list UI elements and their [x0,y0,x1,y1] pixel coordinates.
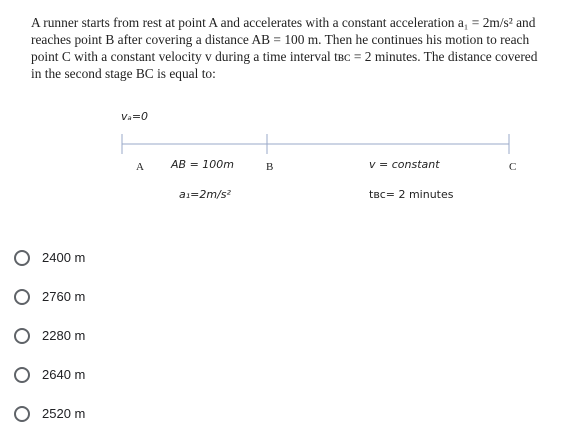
radio-button-icon[interactable] [14,367,30,383]
point-b-label: B [266,161,274,173]
choice-label: 2640 m [42,367,86,382]
velocity-label: v = constant [369,158,440,171]
motion-diagram [0,108,585,218]
question-line-2: reaches point B after covering a distance AB = 100 m. Then he continues his motion to reach [31,32,530,47]
choice-option[interactable] [12,394,312,433]
choice-option[interactable] [12,316,312,355]
choice-label: 2280 m [42,328,86,343]
question-line-3: point C with a constant velocity v during a time interval tʙᴄ = 2 minutes. The distance covered [31,49,538,64]
question-text [31,14,576,82]
motion-diagram-svg [0,108,585,218]
radio-button-icon[interactable] [14,328,30,344]
question-line-4: in the second stage BC is equal to: [31,66,216,81]
choice-label: 2520 m [42,406,86,421]
acceleration-label: a₁=2m/s² [179,188,231,201]
point-c-label: C [509,161,517,173]
ab-distance-label: AB = 100m [171,158,234,171]
radio-button-icon[interactable] [14,250,30,266]
answer-choices [12,238,312,433]
choice-option[interactable] [12,238,312,277]
radio-button-icon[interactable] [14,289,30,305]
choice-option[interactable] [12,277,312,316]
point-a-label: A [136,161,144,173]
va-label: vₐ=0 [121,110,149,123]
question-line-1: A runner starts from rest at point A and accelerates with a constant acceleration a₁ = 2m/s² and [31,15,536,30]
choice-option[interactable] [12,355,312,394]
radio-button-icon[interactable] [14,406,30,422]
time-interval-label: tʙᴄ= 2 minutes [369,188,454,201]
choice-label: 2400 m [42,250,86,265]
choice-label: 2760 m [42,289,86,304]
